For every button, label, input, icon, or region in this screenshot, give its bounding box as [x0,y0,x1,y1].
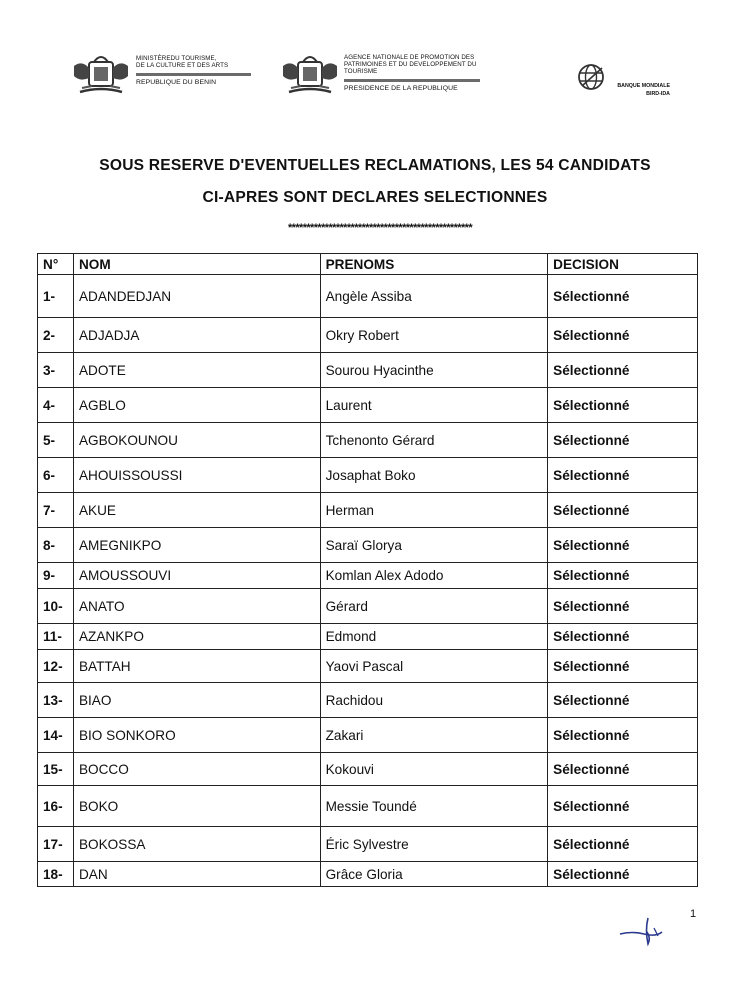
table-row [38,353,698,388]
table-row [38,862,698,887]
candidate-first-names: Rachidou [320,683,548,718]
candidate-first-names: Angèle Assiba [320,275,548,318]
row-number: 5- [38,423,74,458]
row-number: 13- [38,683,74,718]
benin-coat-of-arms-icon [279,52,341,98]
table-row [38,493,698,528]
table-row [38,318,698,353]
row-number: 16- [38,786,74,827]
row-number: 10- [38,589,74,624]
document-title-line-2: CI-APRES SONT DECLARES SELECTIONNES [202,189,548,206]
decision-status: Sélectionné [548,318,698,353]
candidate-last-name: AHOUISSOUSSI [73,458,320,493]
candidate-last-name: BOKOSSA [73,827,320,862]
table-row [38,589,698,624]
candidate-first-names: Edmond [320,624,548,650]
candidate-last-name: AMOUSSOUVI [73,563,320,589]
candidate-last-name: AGBOKOUNOU [73,423,320,458]
candidate-last-name: BATTAH [73,650,320,683]
candidate-first-names: Tchenonto Gérard [320,423,548,458]
decision-status: Sélectionné [548,563,698,589]
candidate-last-name: BIAO [73,683,320,718]
candidate-first-names: Herman [320,493,548,528]
row-number: 17- [38,827,74,862]
republic-label: REPUBLIQUE DU BENIN [136,79,217,87]
candidate-first-names: Josaphat Boko [320,458,548,493]
agency-line-2: PATRIMOINES ET DU DEVELOPPEMENT DU [344,61,477,69]
candidate-first-names: Messie Toundé [320,786,548,827]
row-number: 12- [38,650,74,683]
table-row [38,753,698,786]
row-number: 9- [38,563,74,589]
table-row [38,827,698,862]
table-row [38,650,698,683]
table-body [38,275,698,887]
row-number: 15- [38,753,74,786]
ministry-header [136,55,256,87]
page-number: 1 [690,908,697,920]
candidate-last-name: ADJADJA [73,318,320,353]
agency-line-3: TOURISME [344,68,378,76]
candidate-last-name: AGBLO [73,388,320,423]
header-rule [136,73,251,76]
decision-status: Sélectionné [548,353,698,388]
decision-status: Sélectionné [548,753,698,786]
candidate-last-name: BIO SONKORO [73,718,320,753]
candidate-last-name: BOCCO [73,753,320,786]
candidate-last-name: ADANDEDJAN [73,275,320,318]
table-row [38,423,698,458]
table-row [38,388,698,423]
candidate-last-name: AZANKPO [73,624,320,650]
row-number: 14- [38,718,74,753]
decision-status: Sélectionné [548,786,698,827]
row-number: 1- [38,275,74,318]
decision-status: Sélectionné [548,683,698,718]
decision-status: Sélectionné [548,718,698,753]
decision-status: Sélectionné [548,624,698,650]
agency-header [344,54,486,92]
candidate-first-names: Éric Sylvestre [320,827,548,862]
presidency-label: PRESIDENCE DE LA REPUBLIQUE [344,84,458,92]
row-number: 11- [38,624,74,650]
table-row [38,624,698,650]
decision-status: Sélectionné [548,650,698,683]
decision-status: Sélectionné [548,275,698,318]
table-row [38,563,698,589]
candidate-first-names: Grâce Gloria [320,862,548,887]
candidate-last-name: ADOTE [73,353,320,388]
header-rule [344,79,480,82]
world-bank-label [598,82,670,98]
candidate-first-names: Kokouvi [320,753,548,786]
candidate-first-names: Komlan Alex Adodo [320,563,548,589]
column-header-first-names: PRENOMS [320,254,548,275]
candidate-last-name: AMEGNIKPO [73,528,320,563]
candidate-first-names: Laurent [320,388,548,423]
row-number: 4- [38,388,74,423]
row-number: 18- [38,862,74,887]
candidate-first-names: Saraï Glorya [320,528,548,563]
row-number: 2- [38,318,74,353]
table-row [38,528,698,563]
agency-line-1: AGENCE NATIONALE DE PROMOTION DES [344,54,475,61]
row-number: 3- [38,353,74,388]
candidate-last-name: DAN [73,862,320,887]
selected-candidates-table [37,253,698,887]
title-separator-stars: ************************************************** [287,222,473,234]
decision-status: Sélectionné [548,388,698,423]
table-row [38,786,698,827]
row-number: 7- [38,493,74,528]
world-bank-line-2: BIRD-IDA [646,91,670,97]
ministry-line-1: MINISTÈREDU TOURISME, [136,55,217,62]
table-header-row [38,254,698,275]
candidate-last-name: AKUE [73,493,320,528]
document-title-line-1: SOUS RESERVE D'EVENTUELLES RECLAMATIONS, LES 54 CANDIDATS [99,157,651,174]
decision-status: Sélectionné [548,458,698,493]
candidate-first-names: Okry Robert [320,318,548,353]
row-number: 6- [38,458,74,493]
column-header-decision: DECISION [548,254,698,275]
decision-status: Sélectionné [548,862,698,887]
candidate-first-names: Sourou Hyacinthe [320,353,548,388]
benin-coat-of-arms-icon [70,52,132,98]
table-row [38,718,698,753]
decision-status: Sélectionné [548,589,698,624]
table-row [38,683,698,718]
letterhead [0,48,750,108]
candidate-first-names: Zakari [320,718,548,753]
candidate-first-names: Gérard [320,589,548,624]
candidate-last-name: ANATO [73,589,320,624]
decision-status: Sélectionné [548,423,698,458]
world-bank-line-1: BANQUE MONDIALE [617,83,670,89]
handwritten-initials-signature [618,914,666,948]
column-header-number: N° [38,254,74,275]
decision-status: Sélectionné [548,528,698,563]
column-header-name: NOM [73,254,320,275]
ministry-line-2: DE LA CULTURE ET DES ARTS [136,62,229,70]
table-row [38,458,698,493]
table-row [38,275,698,318]
row-number: 8- [38,528,74,563]
decision-status: Sélectionné [548,493,698,528]
candidate-last-name: BOKO [73,786,320,827]
decision-status: Sélectionné [548,827,698,862]
candidate-first-names: Yaovi Pascal [320,650,548,683]
